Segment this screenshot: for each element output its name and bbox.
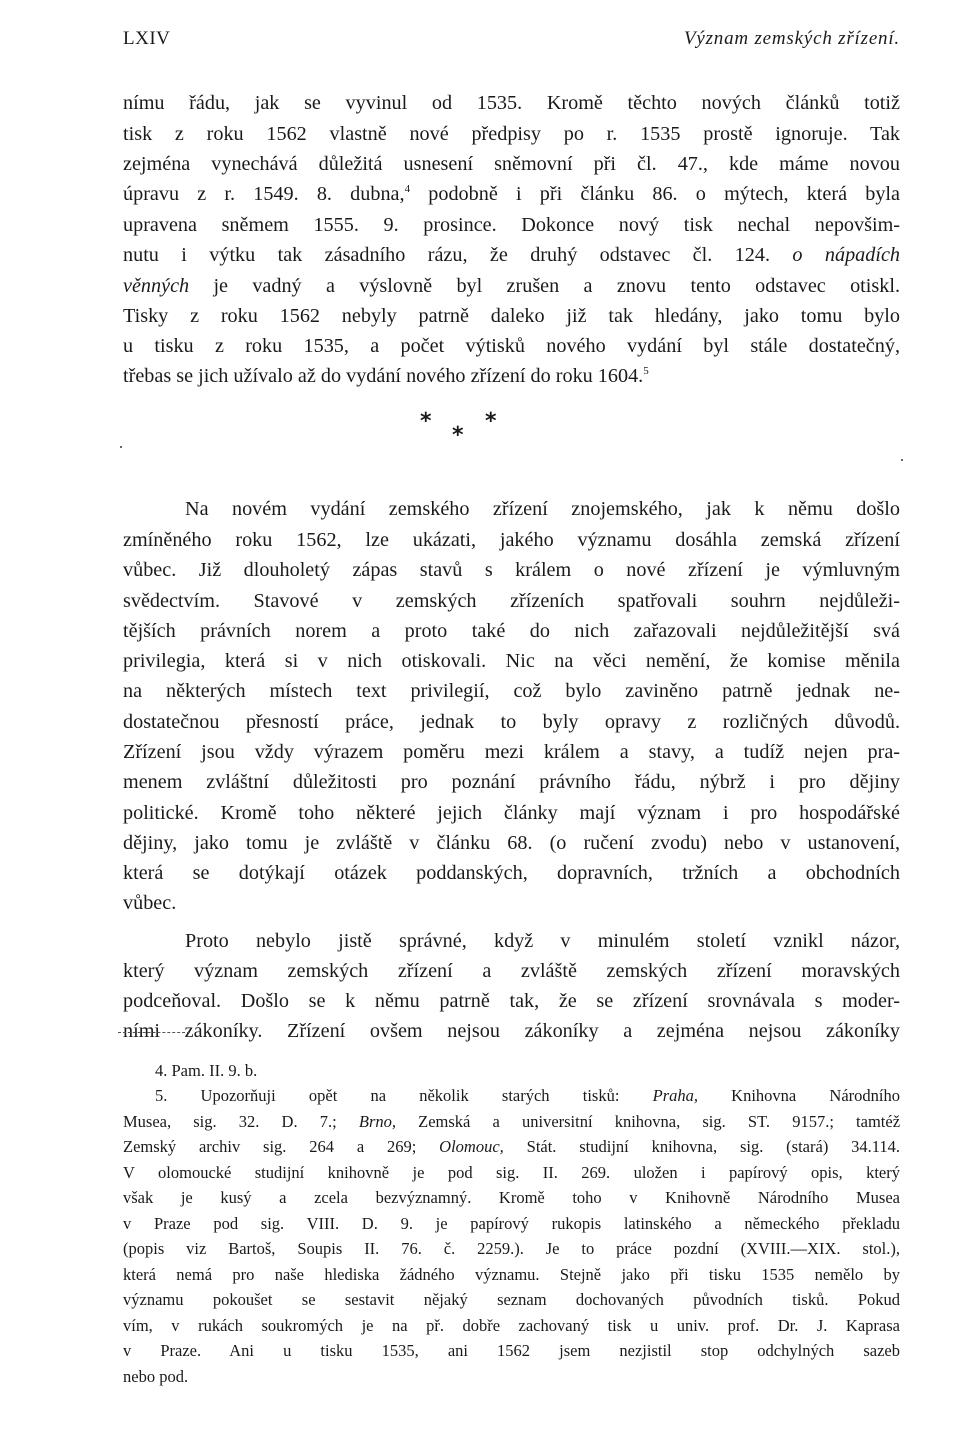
text-line: nímu řádu, jak se vyvinul od 1535. Kromě těchto nových článků totiž <box>123 92 900 114</box>
footnote-line: (popis viz Bartoš, Soupis II. 76. č. 2259.). Je to práce pozdní (XVIII.—XIX. stol.), <box>123 1239 900 1258</box>
text-line: podceňoval. Došlo se k němu patrně tak, že se zřízení srovnávala s moder- <box>123 990 900 1012</box>
italic-place: Olomouc, <box>439 1137 504 1156</box>
running-title: Význam zemských zřízení. <box>683 28 900 49</box>
text-line: svědectvím. Stavové v zemských zřízeních spatřovali souhrn nejdůleži- <box>123 590 900 612</box>
text-line: na některých místech text privilegií, což bylo zaviněno patrně jednak ne- <box>123 680 900 702</box>
text-line: Zřízení jsou vždy výrazem poměru mezi králem a stavy, a tudíž nejen pra- <box>123 741 900 763</box>
text-line: upravena sněmem 1555. 9. prosince. Dokonce nový tisk nechal nepovšim- <box>123 214 900 236</box>
asterisk: * <box>420 409 432 434</box>
text-fragment: Zemská a universitní knihovna, sig. ST. 9157.; tamtéž <box>418 1112 901 1131</box>
text-line: Proto nebylo jistě správné, když v minulém století vznikl názor, <box>185 930 900 952</box>
italic-phrase: o nápadích <box>792 244 901 266</box>
italic-place: Praha, <box>652 1086 698 1105</box>
footnote-line: významu pokoušet se sestavit nějaký seznam dochovaných původních tisků. Pokud <box>123 1290 900 1309</box>
text-fragment: úpravu z r. 1549. 8. dubna, <box>123 183 405 205</box>
text-fragment: Knihovna Národního <box>731 1086 900 1105</box>
footnote-line: v Praze pod sig. VIII. D. 9. je papírový rukopis latinského a německého překladu <box>123 1214 900 1233</box>
text-line: vůbec. Již dlouholetý zápas stavů s králem o nové zřízení je výmluvným <box>123 559 900 581</box>
text-line: menem zvláštní důležitosti pro poznání právního řádu, nýbrž i pro dějiny <box>123 771 900 793</box>
text-line: tisk z roku 1562 vlastně nové předpisy po r. 1535 prostě ignoruje. Tak <box>123 123 900 145</box>
footnote-line <box>123 1109 900 1135</box>
text-line: tějších právních norem a proto také do nich zařazovali nejdůležitější svá <box>123 620 900 642</box>
text-line: zejména vynechává důležitá usnesení sněmovní při čl. 47., kde máme novou <box>123 153 900 175</box>
footnote-line: však je kusý a zcela bezvýznamný. Kromě toho v Knihovně Národního Musea <box>123 1188 900 1207</box>
footnote-line <box>155 1083 900 1109</box>
footnote-ref: 4 <box>404 183 411 195</box>
scan-speck <box>901 459 903 461</box>
text-line: dostatečnou přesností práce, jednak to byly opravy z rozličných důvodů. <box>123 711 900 733</box>
text-fragment: Stát. studijní knihovna, sig. (stará) 34.114. <box>526 1137 901 1156</box>
footnote-line: která nemá pro naše hlediska žádného významu. Stejně jako při tisku 1535 nemělo by <box>123 1265 900 1284</box>
scan-speck <box>120 446 122 448</box>
text-line: privilegia, která si v nich otiskovali. Nic na věci nemění, že komise měnila <box>123 650 900 672</box>
text-fragment: třebas se jich užívalo až do vydání nového zřízení do roku 1604. <box>123 365 644 387</box>
footnote-line <box>123 1134 900 1160</box>
footnote-ref: 5 <box>643 365 649 377</box>
text-line: ními zákoníky. Zřízení ovšem nejsou zákoníky a zejména nejsou zákoníky <box>123 1020 900 1042</box>
text-line: politické. Kromě toho některé jejich články mají význam i pro hospodářské <box>123 802 900 824</box>
text-fragment: Zemský archiv sig. 264 a 269; <box>123 1137 417 1156</box>
text-line: Tisky z roku 1562 nebyly patrně daleko již tak hledány, jako tomu bylo <box>123 305 900 327</box>
text-fragment: je vadný a výslovně byl zrušen a znovu tento odstavec otiskl. <box>213 275 900 297</box>
footnote-line: vím, v rukách soukromých je na př. dobře zachovaný tisk u univ. prof. Dr. J. Kaprasa <box>123 1316 900 1335</box>
footnote-line: v Praze. Ani u tisku 1535, ani 1562 jsem nezjistil stop odchylných sazeb <box>123 1341 900 1360</box>
italic-phrase: věnných <box>123 275 190 297</box>
asterisk: * <box>452 423 464 448</box>
text-fragment: Musea, sig. 32. D. 7.; <box>123 1112 337 1131</box>
footnote-line: V olomoucké studijní knihovně je pod sig. II. 269. uložen i papírový opis, který <box>123 1163 900 1182</box>
text-line: zmíněného roku 1562, lze ukázati, jakého významu dosáhla zemská zřízení <box>123 529 900 551</box>
text-line: dějiny, jako tomu je zvláště v článku 68. (o ručení zvodu) nebo v ustanovení, <box>123 832 900 854</box>
footnote-separator-rule <box>118 1032 190 1033</box>
text-line: Na novém vydání zemského zřízení znojemského, jak k němu došlo <box>185 498 900 520</box>
footnote-line: nebo pod. <box>123 1367 189 1386</box>
asterisk: * <box>485 409 497 434</box>
text-line: která se dotýkají otázek poddanských, dopravních, tržních a obchodních <box>123 862 900 884</box>
text-line: u tisku z roku 1535, a počet výtisků nového vydání byl stále dostatečný, <box>123 335 900 357</box>
italic-place: Brno, <box>358 1112 396 1131</box>
text-fragment: 5. Upozorňuji opět na několik starých tisků: <box>155 1086 620 1105</box>
text-line <box>123 271 900 302</box>
text-line: který význam zemských zřízení a zvláště zemských zřízení moravských <box>123 960 900 982</box>
footnote-4: 4. Pam. II. 9. b. <box>155 1061 258 1080</box>
text-fragment: nutu i výtku tak zásadního rázu, že druhý odstavec čl. 124. <box>123 244 771 266</box>
text-line <box>123 240 900 271</box>
text-line: vůbec. <box>123 892 177 914</box>
page-number: LXIV <box>123 28 171 49</box>
text-fragment: podobně i při článku 86. o mýtech, která byla <box>428 183 901 205</box>
text-line <box>123 361 900 392</box>
text-line <box>123 179 900 210</box>
